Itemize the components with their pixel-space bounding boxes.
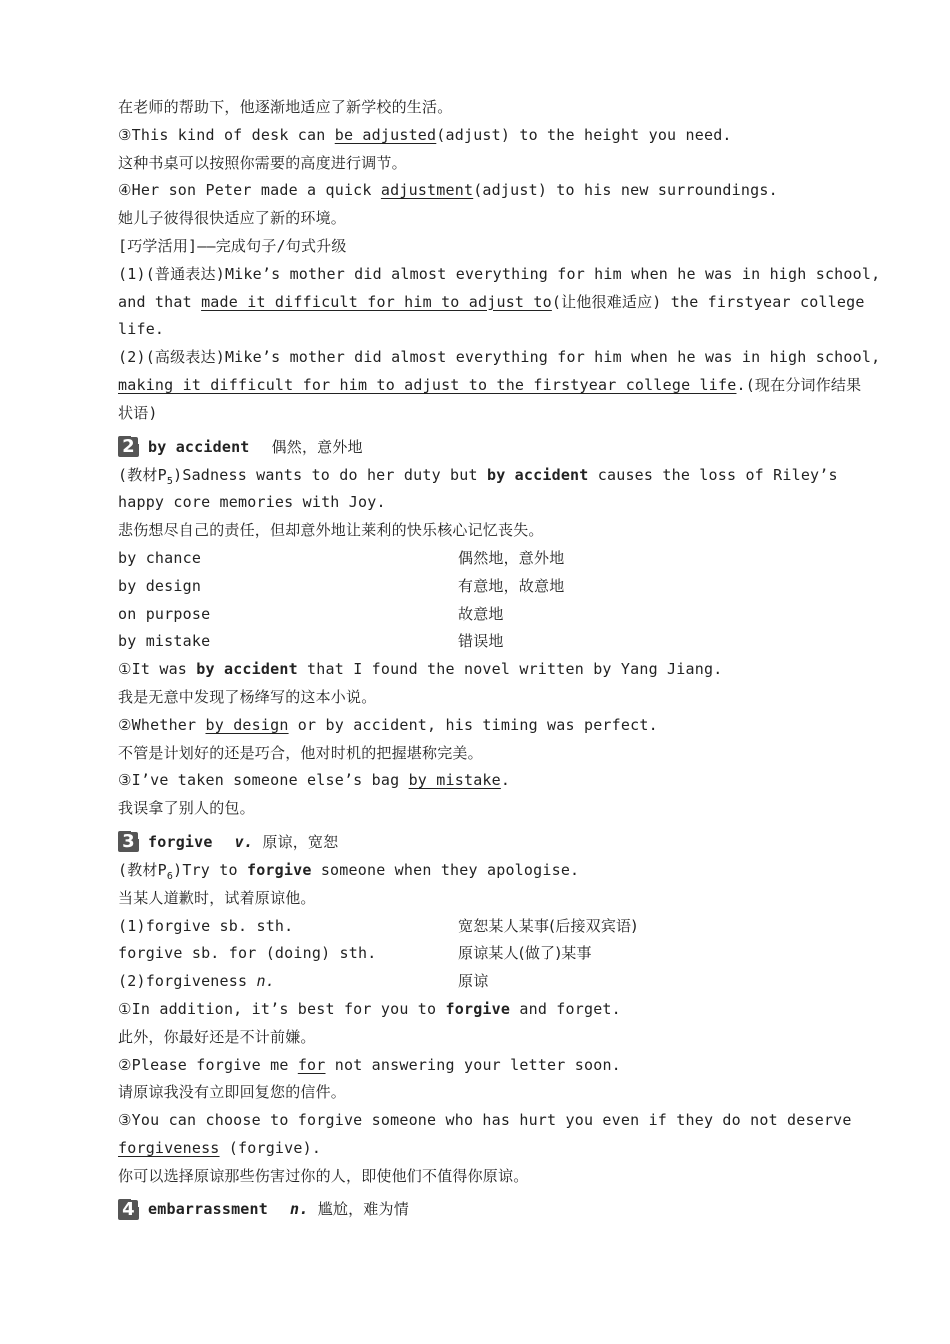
- part-of-speech: n.: [290, 1200, 309, 1219]
- translation-line: 我误拿了别人的包。: [118, 799, 255, 818]
- exercise-line: life.: [118, 320, 165, 339]
- exercise-line: 状语): [118, 403, 158, 422]
- example-line: ④Her son Peter made a quick adjustment(adjust) to his new surroundings.: [118, 181, 778, 200]
- example-line: ①In addition, it’s best for you to forgive and forget.: [118, 999, 621, 1018]
- document-page: [118, 94, 881, 1224]
- exercise-line: and that made it difficult for him to adjust to(让他很难适应) the firstyear college: [118, 292, 865, 311]
- section-heading-3: [118, 827, 834, 857]
- translation-line: 请原谅我没有立即回复您的信件。: [118, 1083, 347, 1102]
- example-line: ①It was by accident that I found the novel written by Yang Jiang.: [118, 660, 723, 679]
- phrase-row: by chance 偶然地，意外地: [118, 548, 565, 567]
- answer-underline: be adjusted: [334, 125, 437, 144]
- exercise-line: (2)(高级表达)Mike’s mother did almost everything for him when he was in high school,: [118, 348, 881, 367]
- example-line: forgiveness (forgive).: [118, 1138, 322, 1157]
- section-meaning: 原谅，宽恕: [262, 832, 339, 851]
- section-heading-4: [118, 1194, 834, 1224]
- example-line: ②Please forgive me for not answering your letter soon.: [118, 1055, 621, 1074]
- answer-underline: by mistake: [408, 771, 501, 790]
- section-meaning: 偶然，意外地: [271, 437, 363, 456]
- example-line: ③I’ve taken someone else’s bag by mistake.: [118, 771, 511, 790]
- exercise-heading: [巧学活用]——完成句子/句式升级: [118, 236, 347, 255]
- textbook-line: happy core memories with Joy.: [118, 493, 386, 512]
- translation-line: 不管是计划好的还是巧合，他对时机的把握堪称完美。: [118, 743, 483, 762]
- answer-underline: by design: [205, 715, 289, 734]
- translation-line: 这种书桌可以按照你需要的高度进行调节。: [118, 153, 407, 172]
- section-number-badge: 2: [118, 436, 139, 457]
- phrase-row: by design 有意地，故意地: [118, 576, 565, 595]
- phrase-row: forgive sb. for (doing) sth. 原谅某人(做了)某事: [118, 944, 592, 963]
- example-line: ②Whether by design or by accident, his timing was perfect.: [118, 715, 658, 734]
- answer-underline: forgiveness: [118, 1138, 220, 1157]
- section-meaning: 尴尬，难为情: [317, 1200, 409, 1219]
- translation-line: 悲伤想尽自己的责任，但却意外地让莱利的快乐核心记忆丧失。: [118, 521, 544, 540]
- answer-underline: made it difficult for him to adjust to: [201, 292, 552, 311]
- section-number-badge: 4: [118, 1199, 139, 1220]
- translation-line: 你可以选择原谅那些伤害过你的人，即使他们不值得你原谅。: [118, 1166, 529, 1185]
- phrase-row: on purpose 故意地: [118, 604, 504, 623]
- phrase-row: by mistake 错误地: [118, 632, 504, 651]
- text-line: 在老师的帮助下，他逐渐地适应了新学校的生活。: [118, 98, 453, 116]
- answer-underline: making it difficult for him to adjust to the firstyear college life: [118, 375, 737, 394]
- section-term: embarrassment: [148, 1200, 268, 1219]
- section-heading-2: [118, 432, 834, 462]
- translation-line: 她儿子彼得很快适应了新的环境。: [118, 209, 347, 228]
- example-line: ③You can choose to forgive someone who has hurt you even if they do not deserve: [118, 1111, 852, 1130]
- section-number-badge: 3: [118, 831, 139, 852]
- translation-line: 我是无意中发现了杨绛写的这本小说。: [118, 687, 377, 706]
- answer-underline: for: [297, 1055, 326, 1074]
- phrase-row: (1)forgive sb. sth. 宽恕某人某事(后接双宾语): [118, 916, 638, 935]
- translation-line: 此外，你最好还是不计前嫌。: [118, 1027, 316, 1046]
- section-term: by accident: [148, 437, 250, 456]
- part-of-speech: v.: [234, 832, 254, 851]
- exercise-line: (1)(普通表达)Mike’s mother did almost everything for him when he was in high school,: [118, 264, 881, 283]
- exercise-line: making it difficult for him to adjust to the firstyear college life.(现在分词作结果: [118, 375, 862, 394]
- translation-line: 当某人道歉时，试着原谅他。: [118, 888, 316, 907]
- section-term: forgive: [148, 832, 213, 851]
- answer-underline: adjustment: [380, 181, 474, 200]
- example-line: ③This kind of desk can be adjusted(adjust) to the height you need.: [118, 125, 732, 144]
- textbook-line: (教材$P_5)Sadness$ wants to do her duty but by accident causes the loss of Riley’s: [118, 465, 838, 487]
- textbook-line: (教材$P_6)Try$ to forgive someone when they apologise.: [118, 860, 580, 882]
- phrase-row: (2)forgiveness n. 原谅: [118, 972, 489, 991]
